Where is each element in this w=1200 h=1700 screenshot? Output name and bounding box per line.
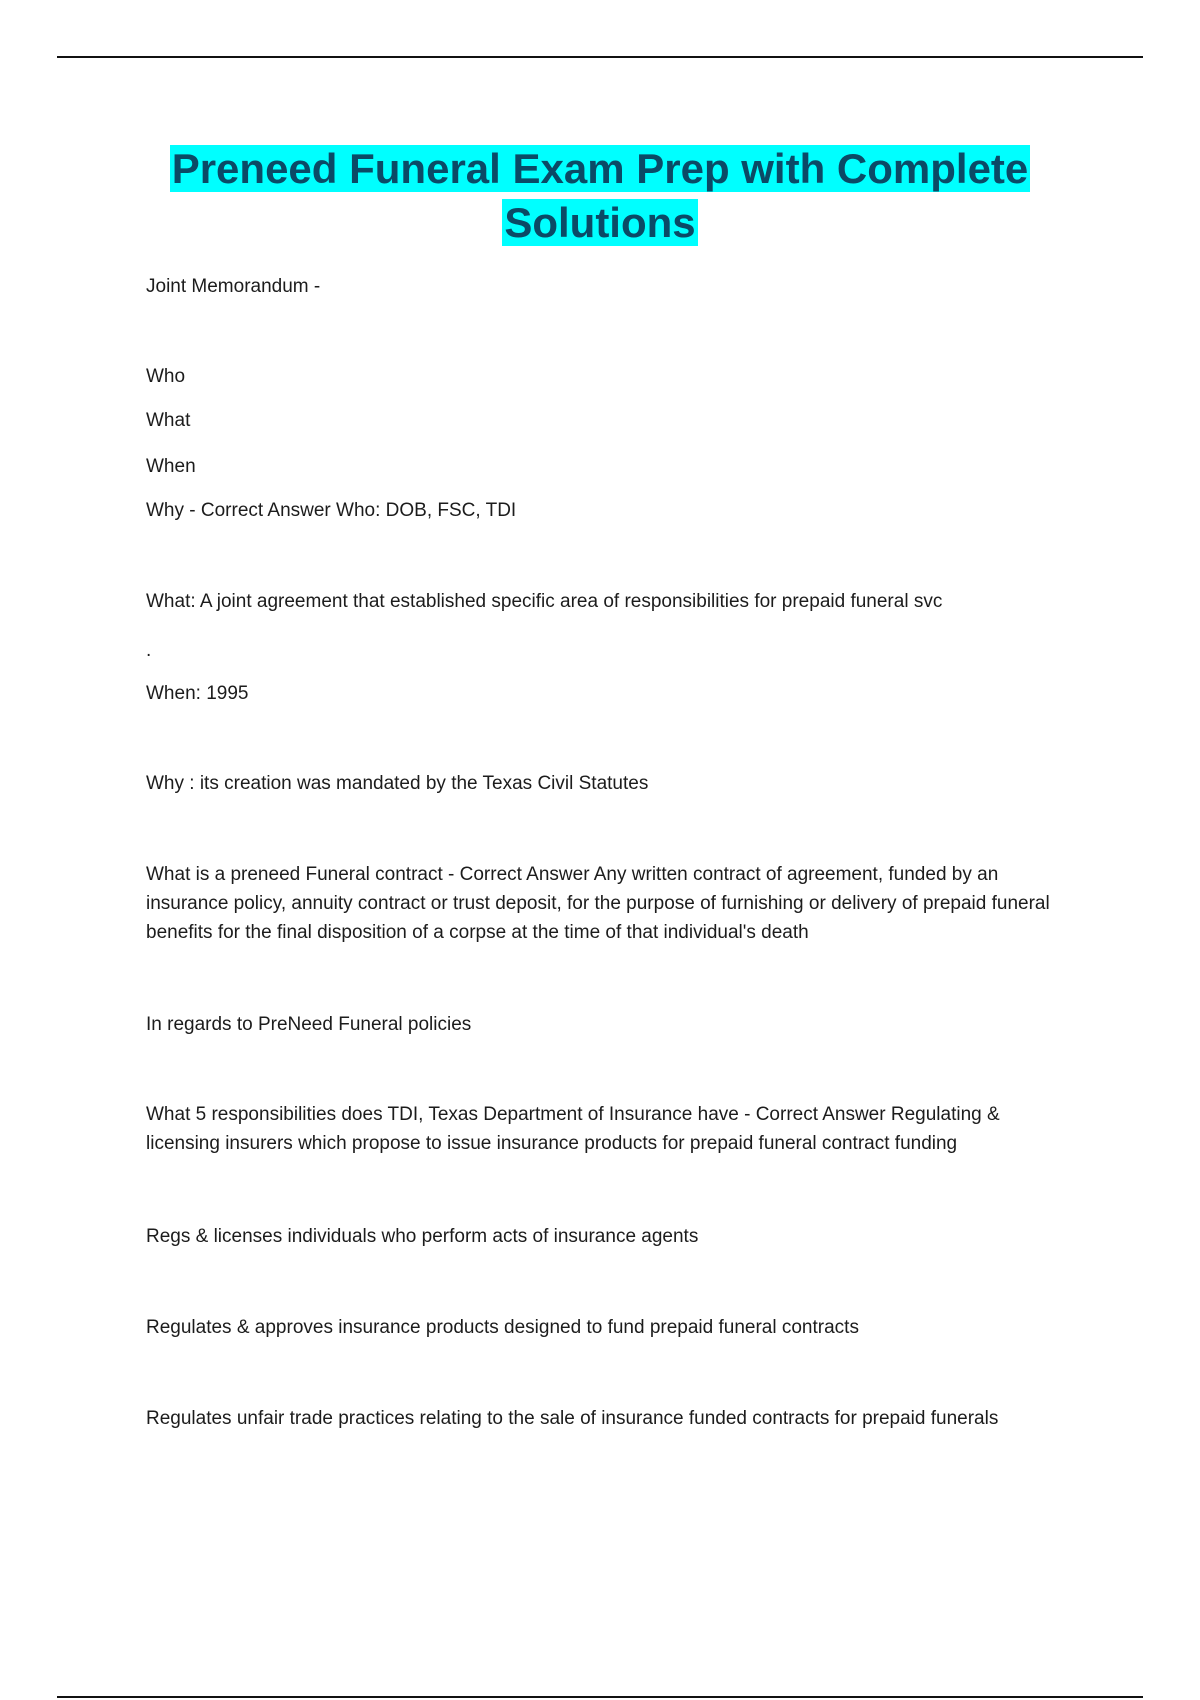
text-line-why-answer: Why - Correct Answer Who: DOB, FSC, TDI [146,500,517,521]
text-line-regs-licenses: Regs & licenses individuals who perform acts of insurance agents [146,1226,699,1247]
text-paragraph-tdi-responsibilities: What 5 responsibilities does TDI, Texas Department of Insurance have - Correct Answer Regulating & licensing insurers which propose to issue insurance products for prepaid funeral contract funding [146,1104,1000,1154]
document-title [100,142,1100,250]
text-line-who: Who [146,366,186,387]
text-line-when: When [146,456,196,477]
document-title-text: Preneed Funeral Exam Prep with Complete Solutions [171,145,1029,246]
text-line-unfair-trade: Regulates unfair trade practices relating to the sale of insurance funded contracts for prepaid funerals [146,1408,999,1429]
bottom-rule [57,1696,1143,1698]
top-rule [57,56,1143,58]
text-line-dot: . [146,640,152,661]
text-line-regulates-approves: Regulates & approves insurance products designed to fund prepaid funeral contracts [146,1317,859,1338]
text-paragraph-preneed-contract: What is a preneed Funeral contract - Correct Answer Any written contract of agreement, funded by an insurance policy, annuity contract or trust deposit, for the purpose of furnishing or delivery of prepaid funeral benefits for the final disposition of a corpse at the time of that individual's death [146,864,1050,943]
text-line-joint-memorandum: Joint Memorandum - [146,276,321,297]
text-line-preneed-policies: In regards to PreNeed Funeral policies [146,1014,472,1035]
text-line-why-statutes: Why : its creation was mandated by the Texas Civil Statutes [146,773,649,794]
text-line-what: What [146,410,191,431]
text-line-when-answer: When: 1995 [146,683,249,704]
text-line-what-answer: What: A joint agreement that established specific area of responsibilities for prepaid funeral svc [146,591,943,612]
